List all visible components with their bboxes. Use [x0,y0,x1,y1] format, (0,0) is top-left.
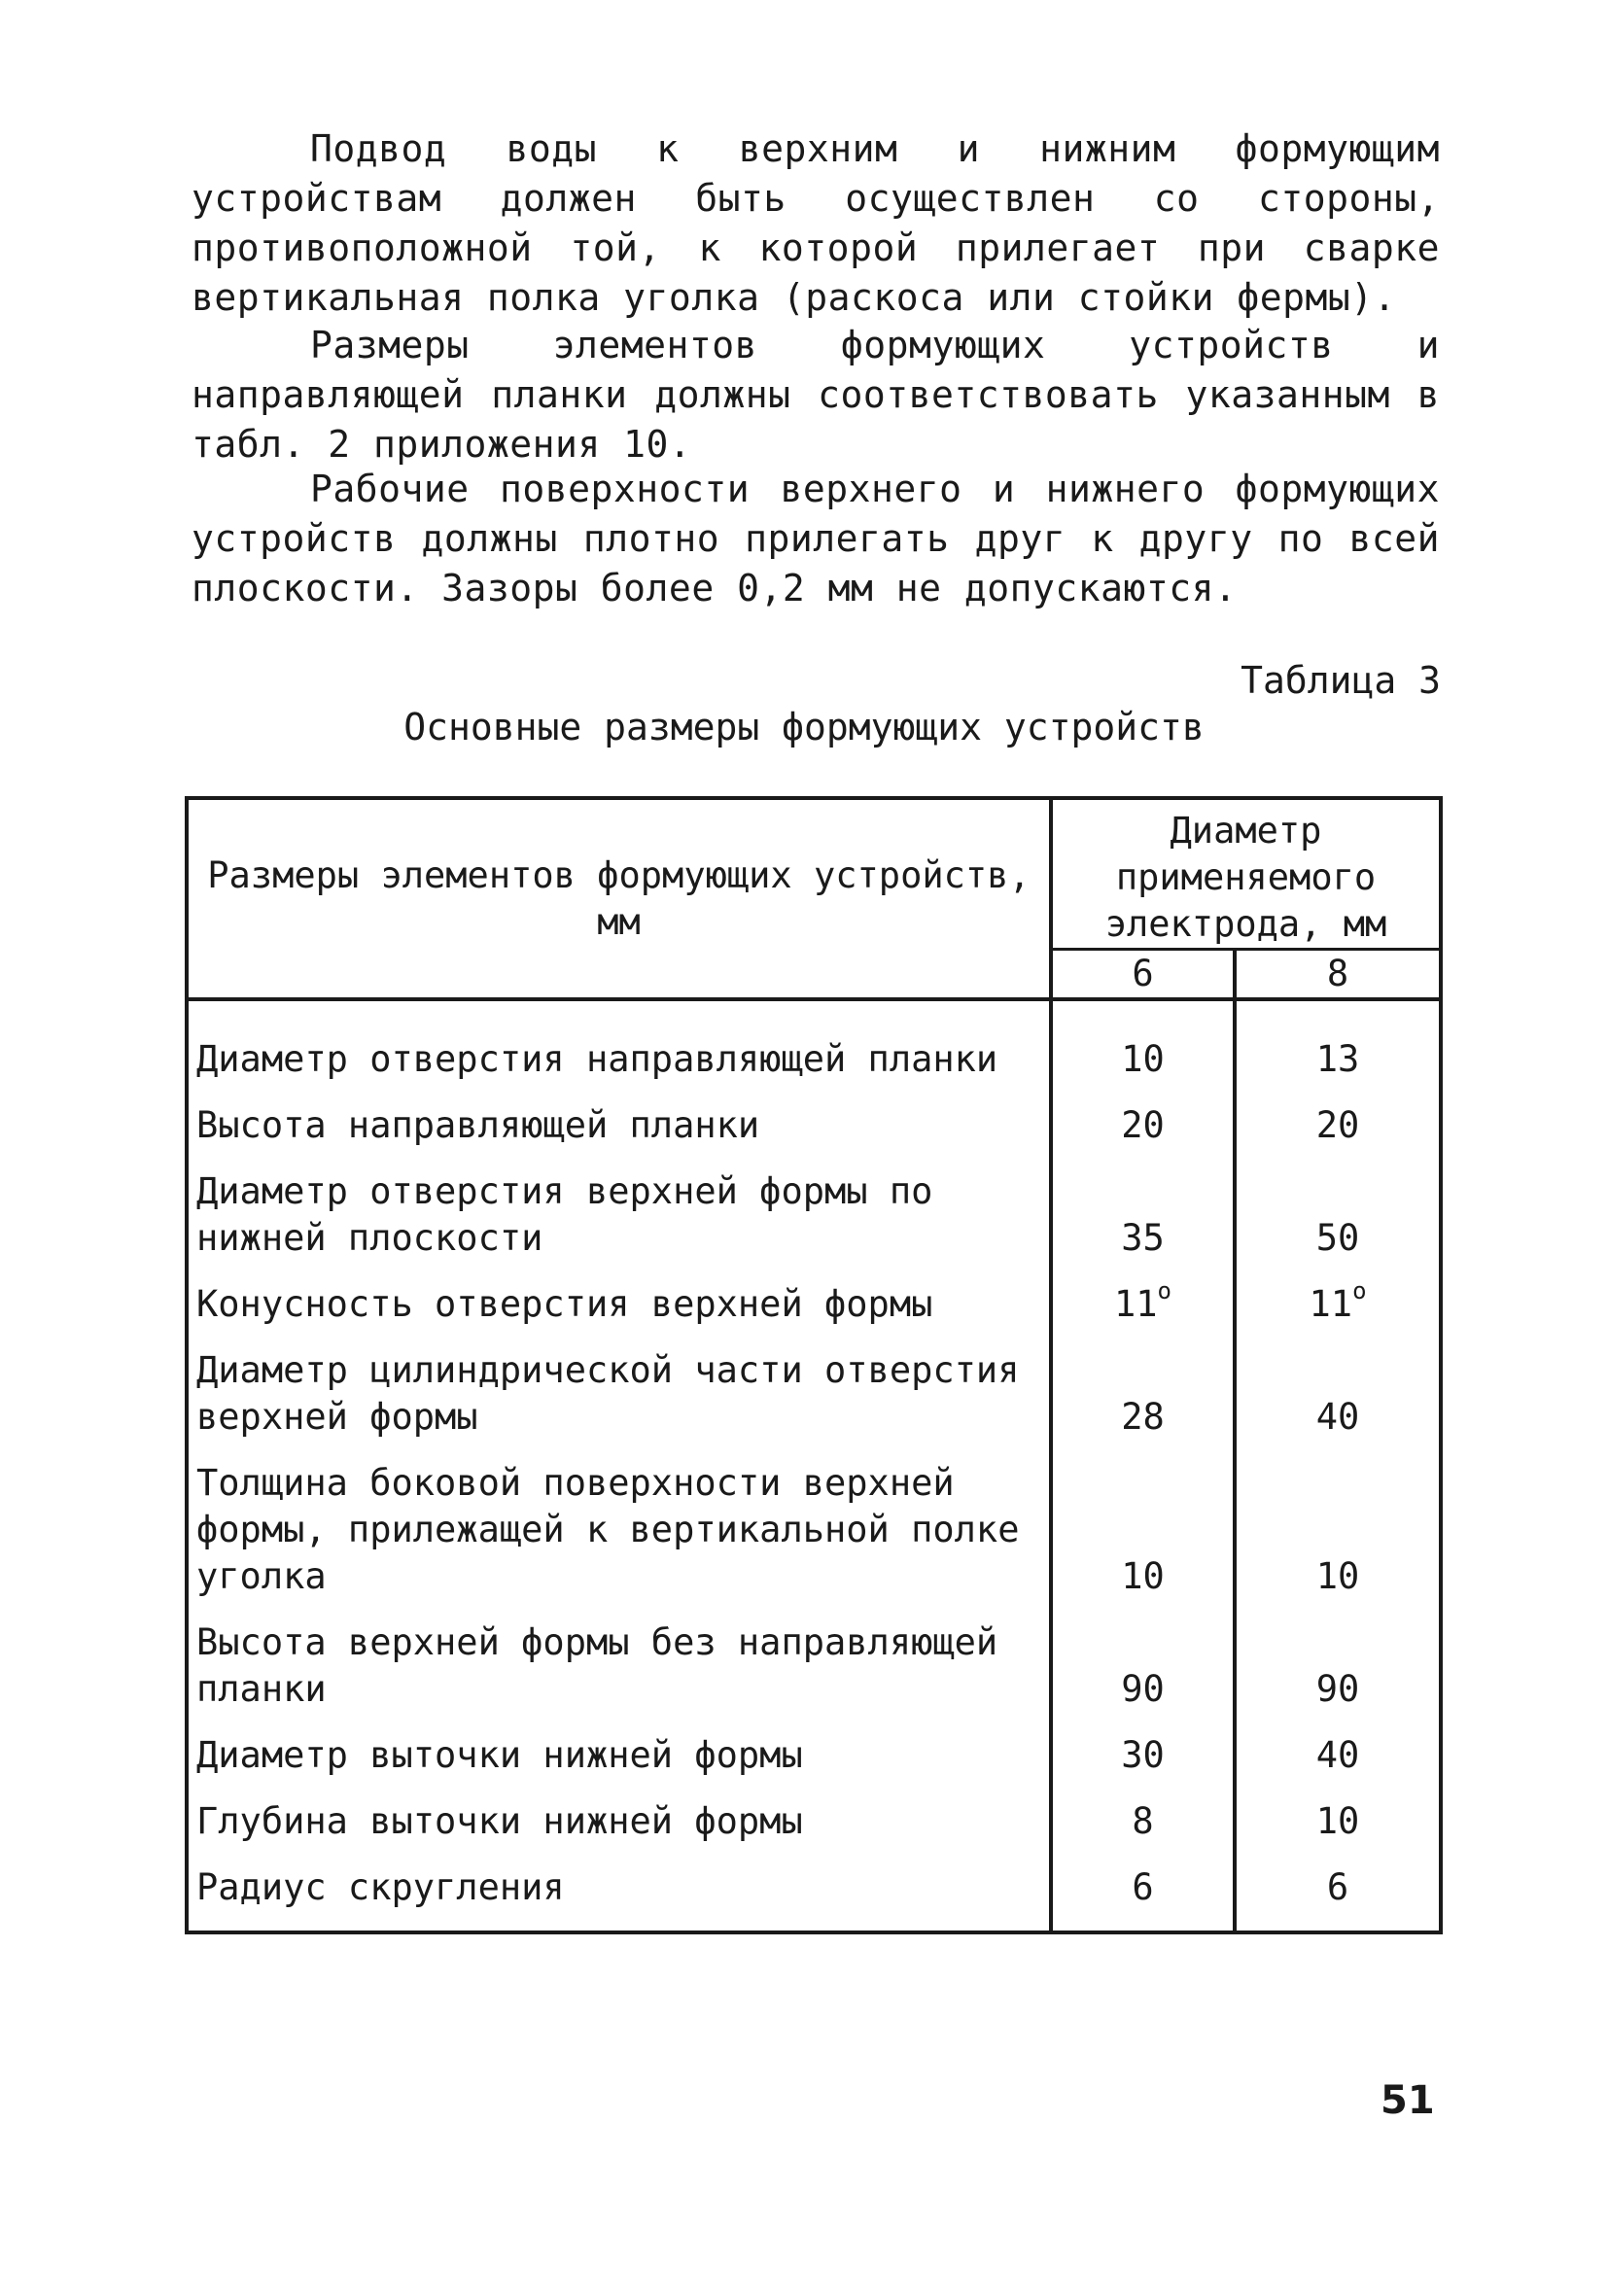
value-d8: 40 [1315,1396,1360,1438]
paragraph-water-supply [192,124,1440,323]
value-d8-number: 11 [1309,1283,1353,1325]
row-label: Конусность отверстия верхней формы [187,1281,1051,1347]
table-row [187,1347,1441,1460]
row-label: Диаметр цилиндрической части отверстия верхней формы [187,1347,1051,1460]
value-d8: 20 [1315,1104,1360,1146]
row-label: Диаметр отверстия направляющей планки [187,999,1051,1102]
table-row [187,1732,1441,1798]
row-label: Диаметр отверстия верхней формы по нижней плоскости [187,1168,1051,1281]
value-d6: 90 [1051,1619,1235,1732]
value-d6: 28 [1051,1347,1235,1460]
value-d6-number: 11 [1113,1283,1158,1325]
value-d6 [1051,1277,1235,1347]
table-row [187,1168,1441,1281]
table-row [187,1864,1441,1932]
value-d6: 10 [1051,1460,1235,1619]
value-d6: 8 [1051,1798,1235,1864]
paragraph-working-surfaces-text: Рабочие поверхности верхнего и нижнего формующих устройств должны плотно прилегать друг к другу по всей плоскости. Зазоры более 0,2 мм не допускаются. [192,468,1440,609]
value-d8: 50 [1315,1217,1360,1259]
paragraph-working-surfaces [192,465,1440,613]
paragraph-element-sizes-text: Размеры элементов формующих устройств и направляющей планки должны соответствовать указанным в табл. 2 приложения 10. [192,324,1440,466]
value-d6: 35 [1051,1168,1235,1281]
value-d8: 13 [1315,1038,1360,1080]
value-d8: 10 [1315,1800,1360,1842]
header-diameter-8: 8 [1235,950,1441,1000]
degree-sign: o [1157,1277,1171,1305]
table-row [187,1281,1441,1347]
row-label: Радиус скругления [187,1864,1051,1932]
value-d8: 6 [1326,1866,1349,1908]
row-label: Глубина выточки нижней формы [187,1798,1051,1864]
table-number: Таблица 3 [1241,659,1441,702]
table-row [187,1460,1441,1619]
value-d8: 10 [1315,1555,1360,1597]
table-row [187,999,1441,1102]
dimensions-table [185,796,1443,1934]
value-d8: 90 [1315,1668,1360,1710]
paragraph-element-sizes [192,321,1440,470]
header-element-sizes: Размеры элементов формующих устройств, мм [187,798,1051,999]
row-label: Диаметр выточки нижней формы [187,1732,1051,1798]
paragraph-water-supply-text: Подвод воды к верхним и нижним формующим устройствам должен быть осуществлен со стороны, противоположной той, к которой прилегает при сварке вертикальная полка уголка (раскоса или стойки фермы). [192,127,1440,319]
row-label: Высота направляющей планки [187,1102,1051,1168]
header-diameter-6: 6 [1051,950,1235,1000]
row-label: Высота верхней формы без направляющей планки [187,1619,1051,1732]
value-d8: 40 [1315,1734,1360,1776]
header-electrode-diameter: Диаметр применяемого электрода, мм [1051,798,1441,950]
table-row [187,1619,1441,1732]
row-label: Толщина боковой поверхности верхней формы, прилежащей к вертикальной полке уголка [187,1460,1051,1619]
page-number: 51 [1381,2078,1435,2123]
table-title: Основные размеры формующих устройств [403,706,1205,748]
value-d6: 20 [1051,1102,1235,1168]
table-row [187,1798,1441,1864]
value-d6: 30 [1051,1732,1235,1798]
value-d6: 6 [1051,1864,1235,1932]
degree-sign: o [1352,1277,1367,1305]
value-d8 [1235,1277,1441,1347]
value-d6: 10 [1051,999,1235,1102]
table-row [187,1102,1441,1168]
